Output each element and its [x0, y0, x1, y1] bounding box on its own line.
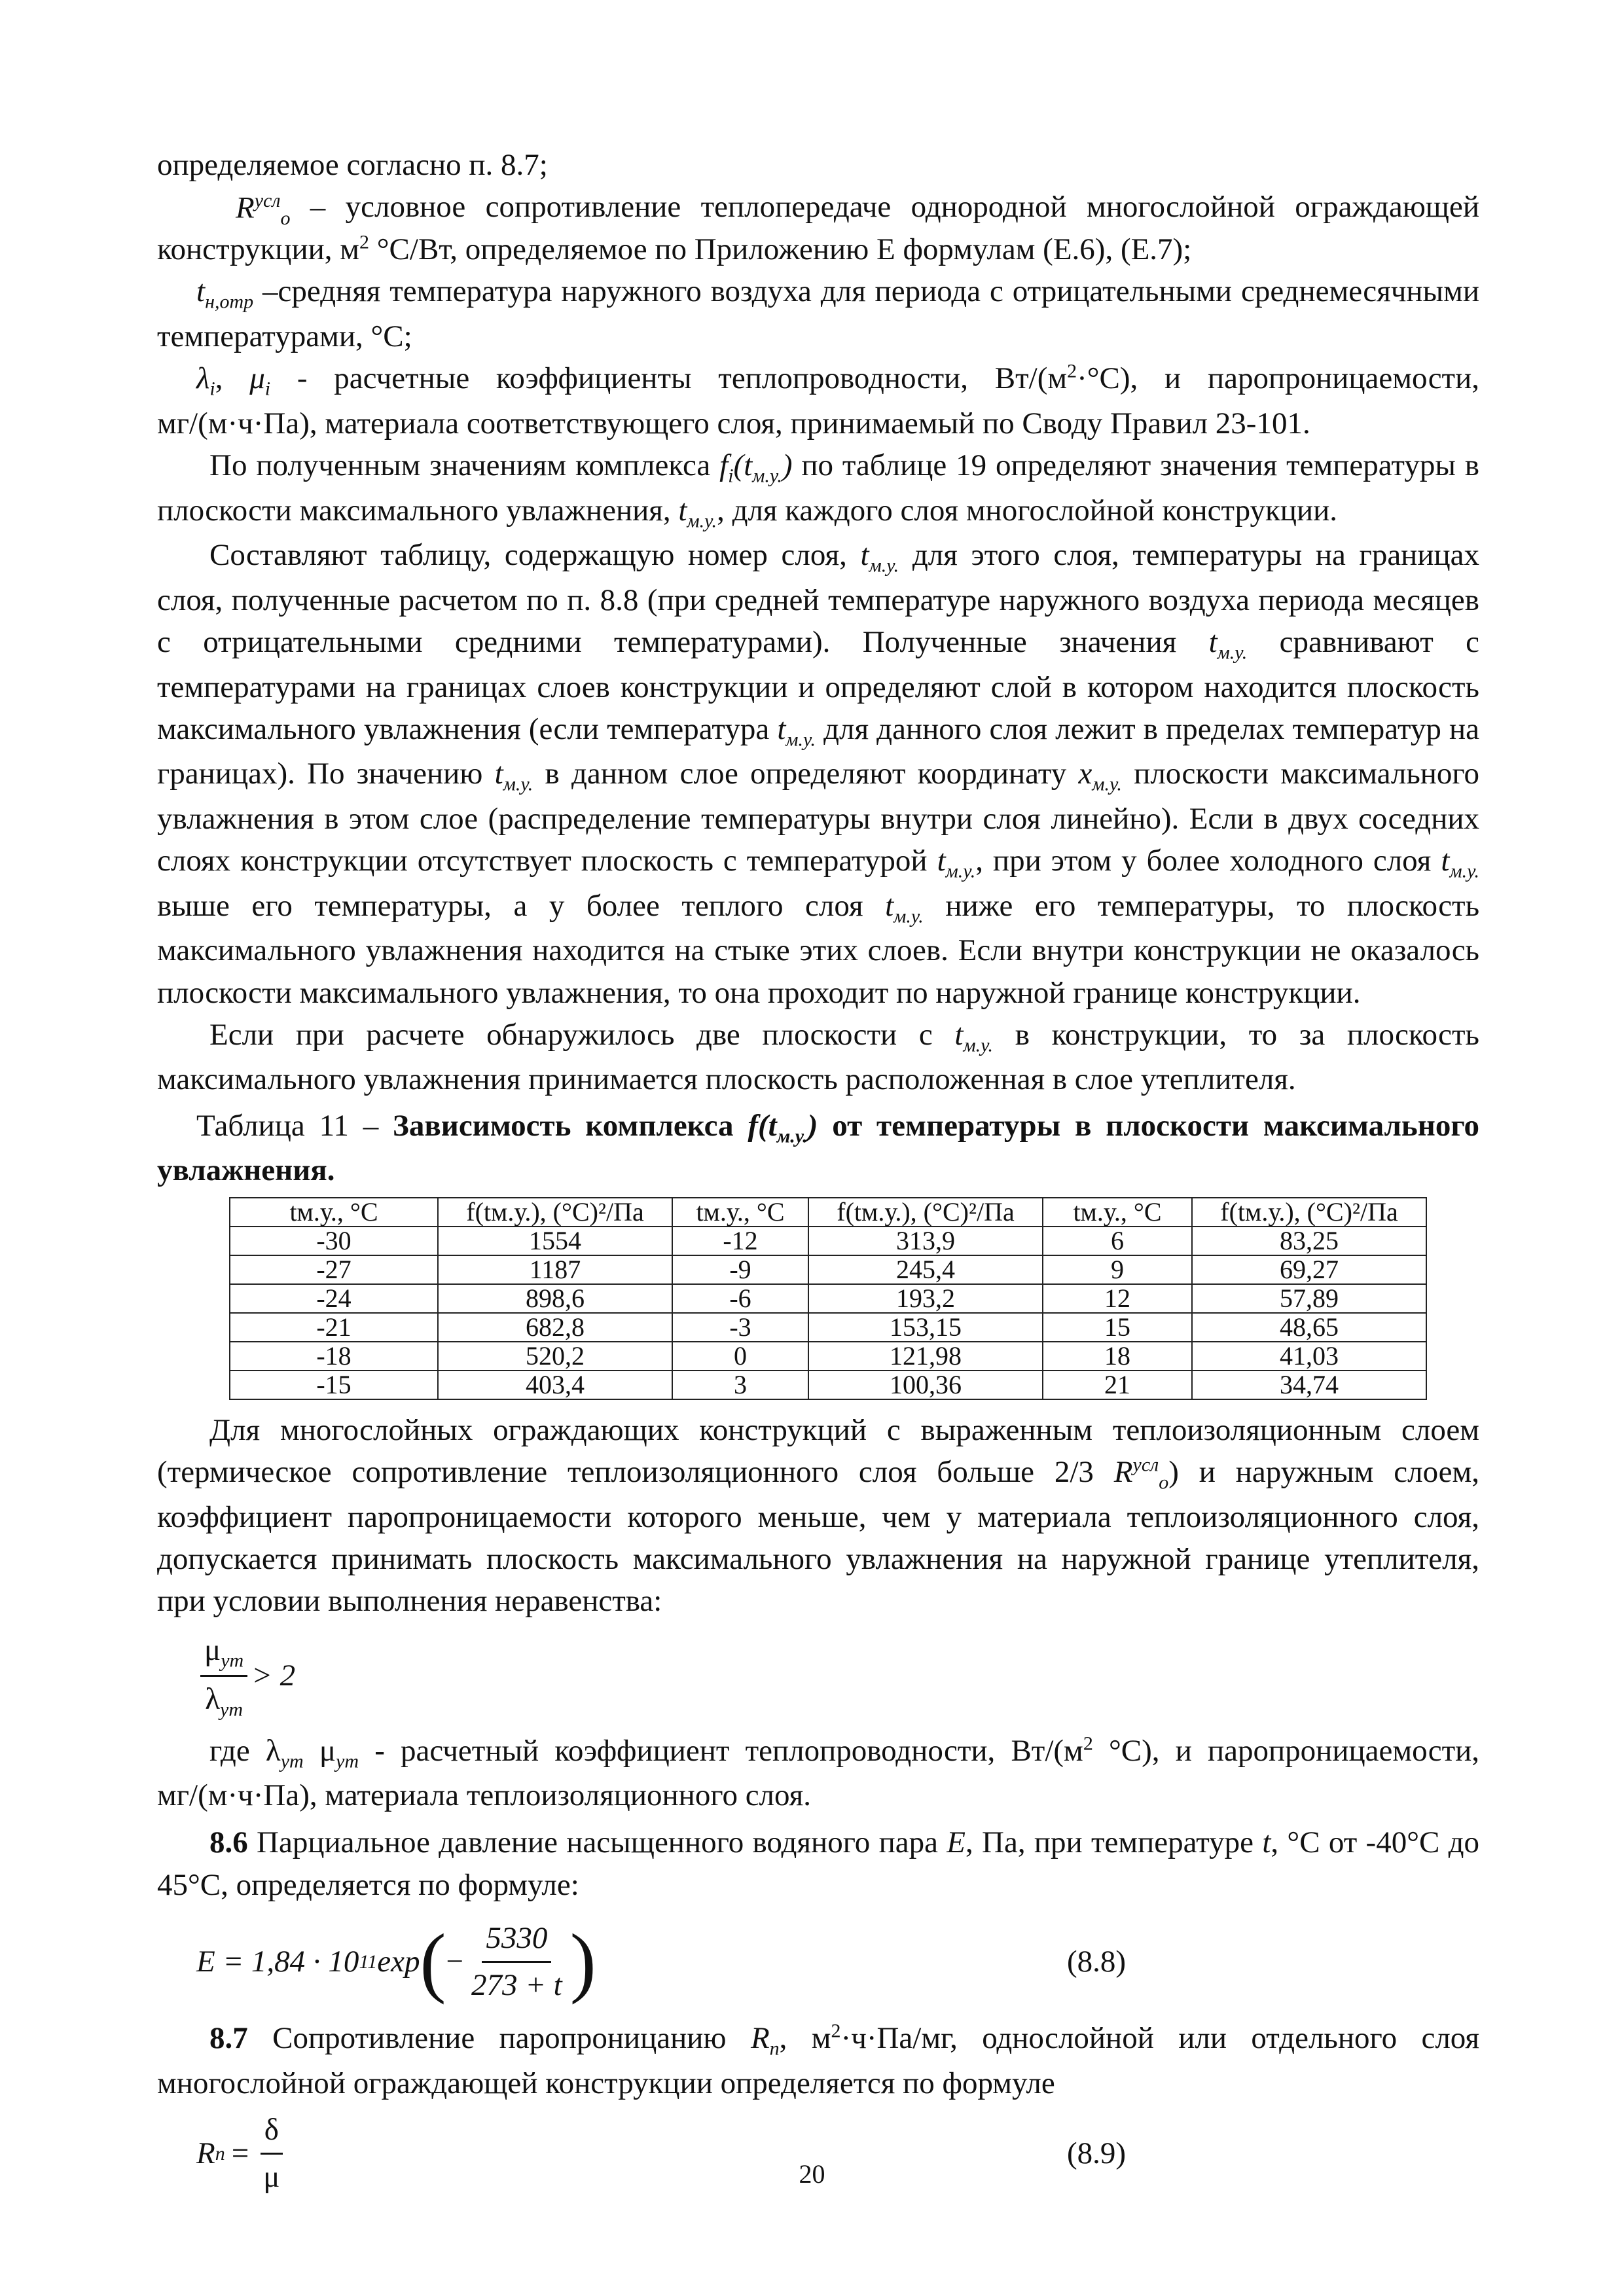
table-cell: 3	[672, 1371, 808, 1399]
paragraph-multilayer: Для многослойных ограждающих конструкций с выраженным теплоизоляционным слоем (термическое сопротивление теплоизоляционного слоя больше 2/3 $R^{усл}_o$) и наружным слоем, коэффициент паропроницаемости которого меньше, чем у материала теплоизоляционного слоя, допускается принимать плоскость максимального увлажнения на наружной границе утеплителя, при условии выполнения неравенства:	[157, 1412, 1480, 1619]
paragraph-two-planes: Если при расчете обнаружилось две плоскости с $t_{м.у.}$ в конструкции, то за плоскость максимального увлажнения принимается плоскость расположенная в слое утеплителя.	[157, 1017, 1479, 1097]
table-row	[230, 1313, 1426, 1342]
table-cell: 6	[1043, 1227, 1192, 1255]
section-8-7: 8.7 Сопротивление паропроницанию $R_п$, $м^2\cdot ч\cdot Па/мг$, однослойной или отдельного слоя многослойной ограждающей конструкции определяется по формуле	[157, 2020, 1480, 2100]
table-cell: 34,74	[1192, 1371, 1426, 1399]
table-row	[230, 1227, 1426, 1255]
table-cell: 1554	[438, 1227, 672, 1255]
column-header: tм.у., °C	[230, 1198, 438, 1227]
page-body	[157, 144, 1479, 2202]
table-row	[230, 1284, 1426, 1313]
definition-t-out: $t_{н,отр}$ –средняя температура наружного воздуха для периода с отрицательными среднемесячными температурами, °C;	[157, 274, 1479, 353]
column-header: tм.у., °C	[1043, 1198, 1192, 1227]
table-cell: -18	[230, 1342, 438, 1371]
equation-number: (8.8)	[1067, 1945, 1127, 1979]
column-header: f(tм.у.), (°C)²/Па	[1192, 1198, 1426, 1227]
equation-number: (8.9)	[1067, 2136, 1127, 2170]
fraction: $\frac{\delta}{\mu}$	[259, 2109, 283, 2198]
formula-8-8: E = 1,84 · 10 11 exp ( − $\frac{5330}{273 + t}$ ) (8.8)	[196, 1918, 1127, 2005]
table-cell: 18	[1043, 1342, 1192, 1371]
table-cell: 682,8	[438, 1313, 672, 1342]
inequality-formula: $\frac{\mu_{ут}}{\lambda_{ут}}$ > 2	[196, 1629, 1479, 1723]
column-header: tм.у., °C	[672, 1198, 808, 1227]
table-cell: 193,2	[808, 1284, 1043, 1313]
table-cell: 245,4	[808, 1255, 1043, 1284]
formula-8-9: R п = $\frac{\delta}{\mu}$ (8.9)	[196, 2111, 1479, 2196]
table-cell: 12	[1043, 1284, 1192, 1313]
table-cell: 403,4	[438, 1371, 672, 1399]
column-header: f(tм.у.), (°C)²/Па	[808, 1198, 1043, 1227]
table-caption: Таблица 11 – Зависимость комплекса $f(t_{м.у.})$ от температуры в плоскости максимального увлажнения.	[157, 1108, 1479, 1188]
table-cell: -9	[672, 1255, 808, 1284]
table-cell: -3	[672, 1313, 808, 1342]
page-number: 20	[799, 2159, 825, 2189]
table-cell: 153,15	[808, 1313, 1043, 1342]
definition-ro: $R^{усл}_o$ – условное сопротивление теплопередаче однородной многослойной ограждающей конструкции, $м^2$ °C/Вт, определяемое по Приложению Е формулам (Е.6), (Е.7);	[157, 190, 1480, 267]
paragraph-where: где $\lambda_{ут}$ $\mu_{ут}$ - расчетный коэффициент теплопроводности, $Вт/(м^2$ °C), и паропроницаемости, мг/(м·ч·Па), материала теплоизоляционного слоя.	[157, 1732, 1480, 1813]
paragraph-fi: По полученным значениям комплекса $f_i(t_{м.у.})$ по таблице 19 определяют значения температуры в плоскости максимального увлажнения, $t_{м.у.}$, для каждого слоя многослойной конструкции.	[157, 448, 1479, 532]
table-cell: 48,65	[1192, 1313, 1426, 1342]
table-cell: 41,03	[1192, 1342, 1426, 1371]
table-cell: 9	[1043, 1255, 1192, 1284]
table-cell: 898,6	[438, 1284, 672, 1313]
table-cell: -12	[672, 1227, 808, 1255]
table-cell: 1187	[438, 1255, 672, 1284]
symbol-ro: $R^{усл}_o$	[236, 190, 291, 230]
paragraph-table-procedure: Составляют таблицу, содержащую номер слоя, $t_{м.у.}$ для этого слоя, температуры на границах слоя, полученные расчетом по п. 8.8 (при средней температуре наружного воздуха периода месяцев с отрицательными средними температурами). Полученные значения $t_{м.у.}$ сравнивают с температурами на границах слоев конструкции и определяют слой в котором находится плоскость максимального увлажнения (если температура $t_{м.у.}$ для данного слоя лежит в пределах температур на границах). По значению $t_{м.у.}$ в данном слое определяют координату $x_{м.у.}$ плоскости максимального увлажнения в этом слое (распределение температуры внутри слоя линейно). Если в двух соседних слоях конструкции отсутствует плоскость с температурой $t_{м.у.}$, при этом у более холодного слоя $t_{м.у.}$ выше его температуры, а у более теплого слоя $t_{м.у.}$ ниже его температуры, то плоскость максимального увлажнения находится на стыке этих слоев. Если внутри конструкции не оказалось плоскости максимального увлажнения, то она проходит по наружной границе конструкции.	[157, 538, 1480, 1010]
table-row	[230, 1371, 1426, 1399]
text-line-ref: определяемое согласно п. 8.7;	[157, 148, 548, 182]
table-cell: -15	[230, 1371, 438, 1399]
table-cell: 520,2	[438, 1342, 672, 1371]
table-cell: 15	[1043, 1313, 1192, 1342]
table-cell: 0	[672, 1342, 808, 1371]
table-cell: -6	[672, 1284, 808, 1313]
table-cell: 83,25	[1192, 1227, 1426, 1255]
table-cell: 121,98	[808, 1342, 1043, 1371]
table-cell: 69,27	[1192, 1255, 1426, 1284]
table-row	[230, 1255, 1426, 1284]
fraction: $\frac{5330}{273 + t}$	[467, 1917, 566, 2006]
definition-lambda-mu: $\lambda_i$, $\mu_i$ - расчетные коэффициенты теплопроводности, $Вт/(м^2\cdot^\circ C)$, и паропроницаемости, мг/(м·ч·Па), материала соответствующего слоя, принимаемый по Своду Правил 23-101.	[157, 360, 1479, 440]
table-11	[229, 1197, 1427, 1400]
section-8-6: 8.6 Парциальное давление насыщенного водяного пара E, Па, при температуре t, °C от -40°C до 45°C, определяется по формуле:	[157, 1825, 1480, 1902]
column-header: f(tм.у.), (°C)²/Па	[438, 1198, 672, 1227]
fraction: $\frac{\mu_{ут}}{\lambda_{ут}}$	[200, 1629, 247, 1723]
table-cell: 100,36	[808, 1371, 1043, 1399]
table-cell: 57,89	[1192, 1284, 1426, 1313]
table-cell: -24	[230, 1284, 438, 1313]
table-cell: 21	[1043, 1371, 1192, 1399]
table-cell: -27	[230, 1255, 438, 1284]
table-cell: 313,9	[808, 1227, 1043, 1255]
table-header-row	[230, 1198, 1426, 1227]
table-cell: -21	[230, 1313, 438, 1342]
table-row	[230, 1342, 1426, 1371]
table-cell: -30	[230, 1227, 438, 1255]
